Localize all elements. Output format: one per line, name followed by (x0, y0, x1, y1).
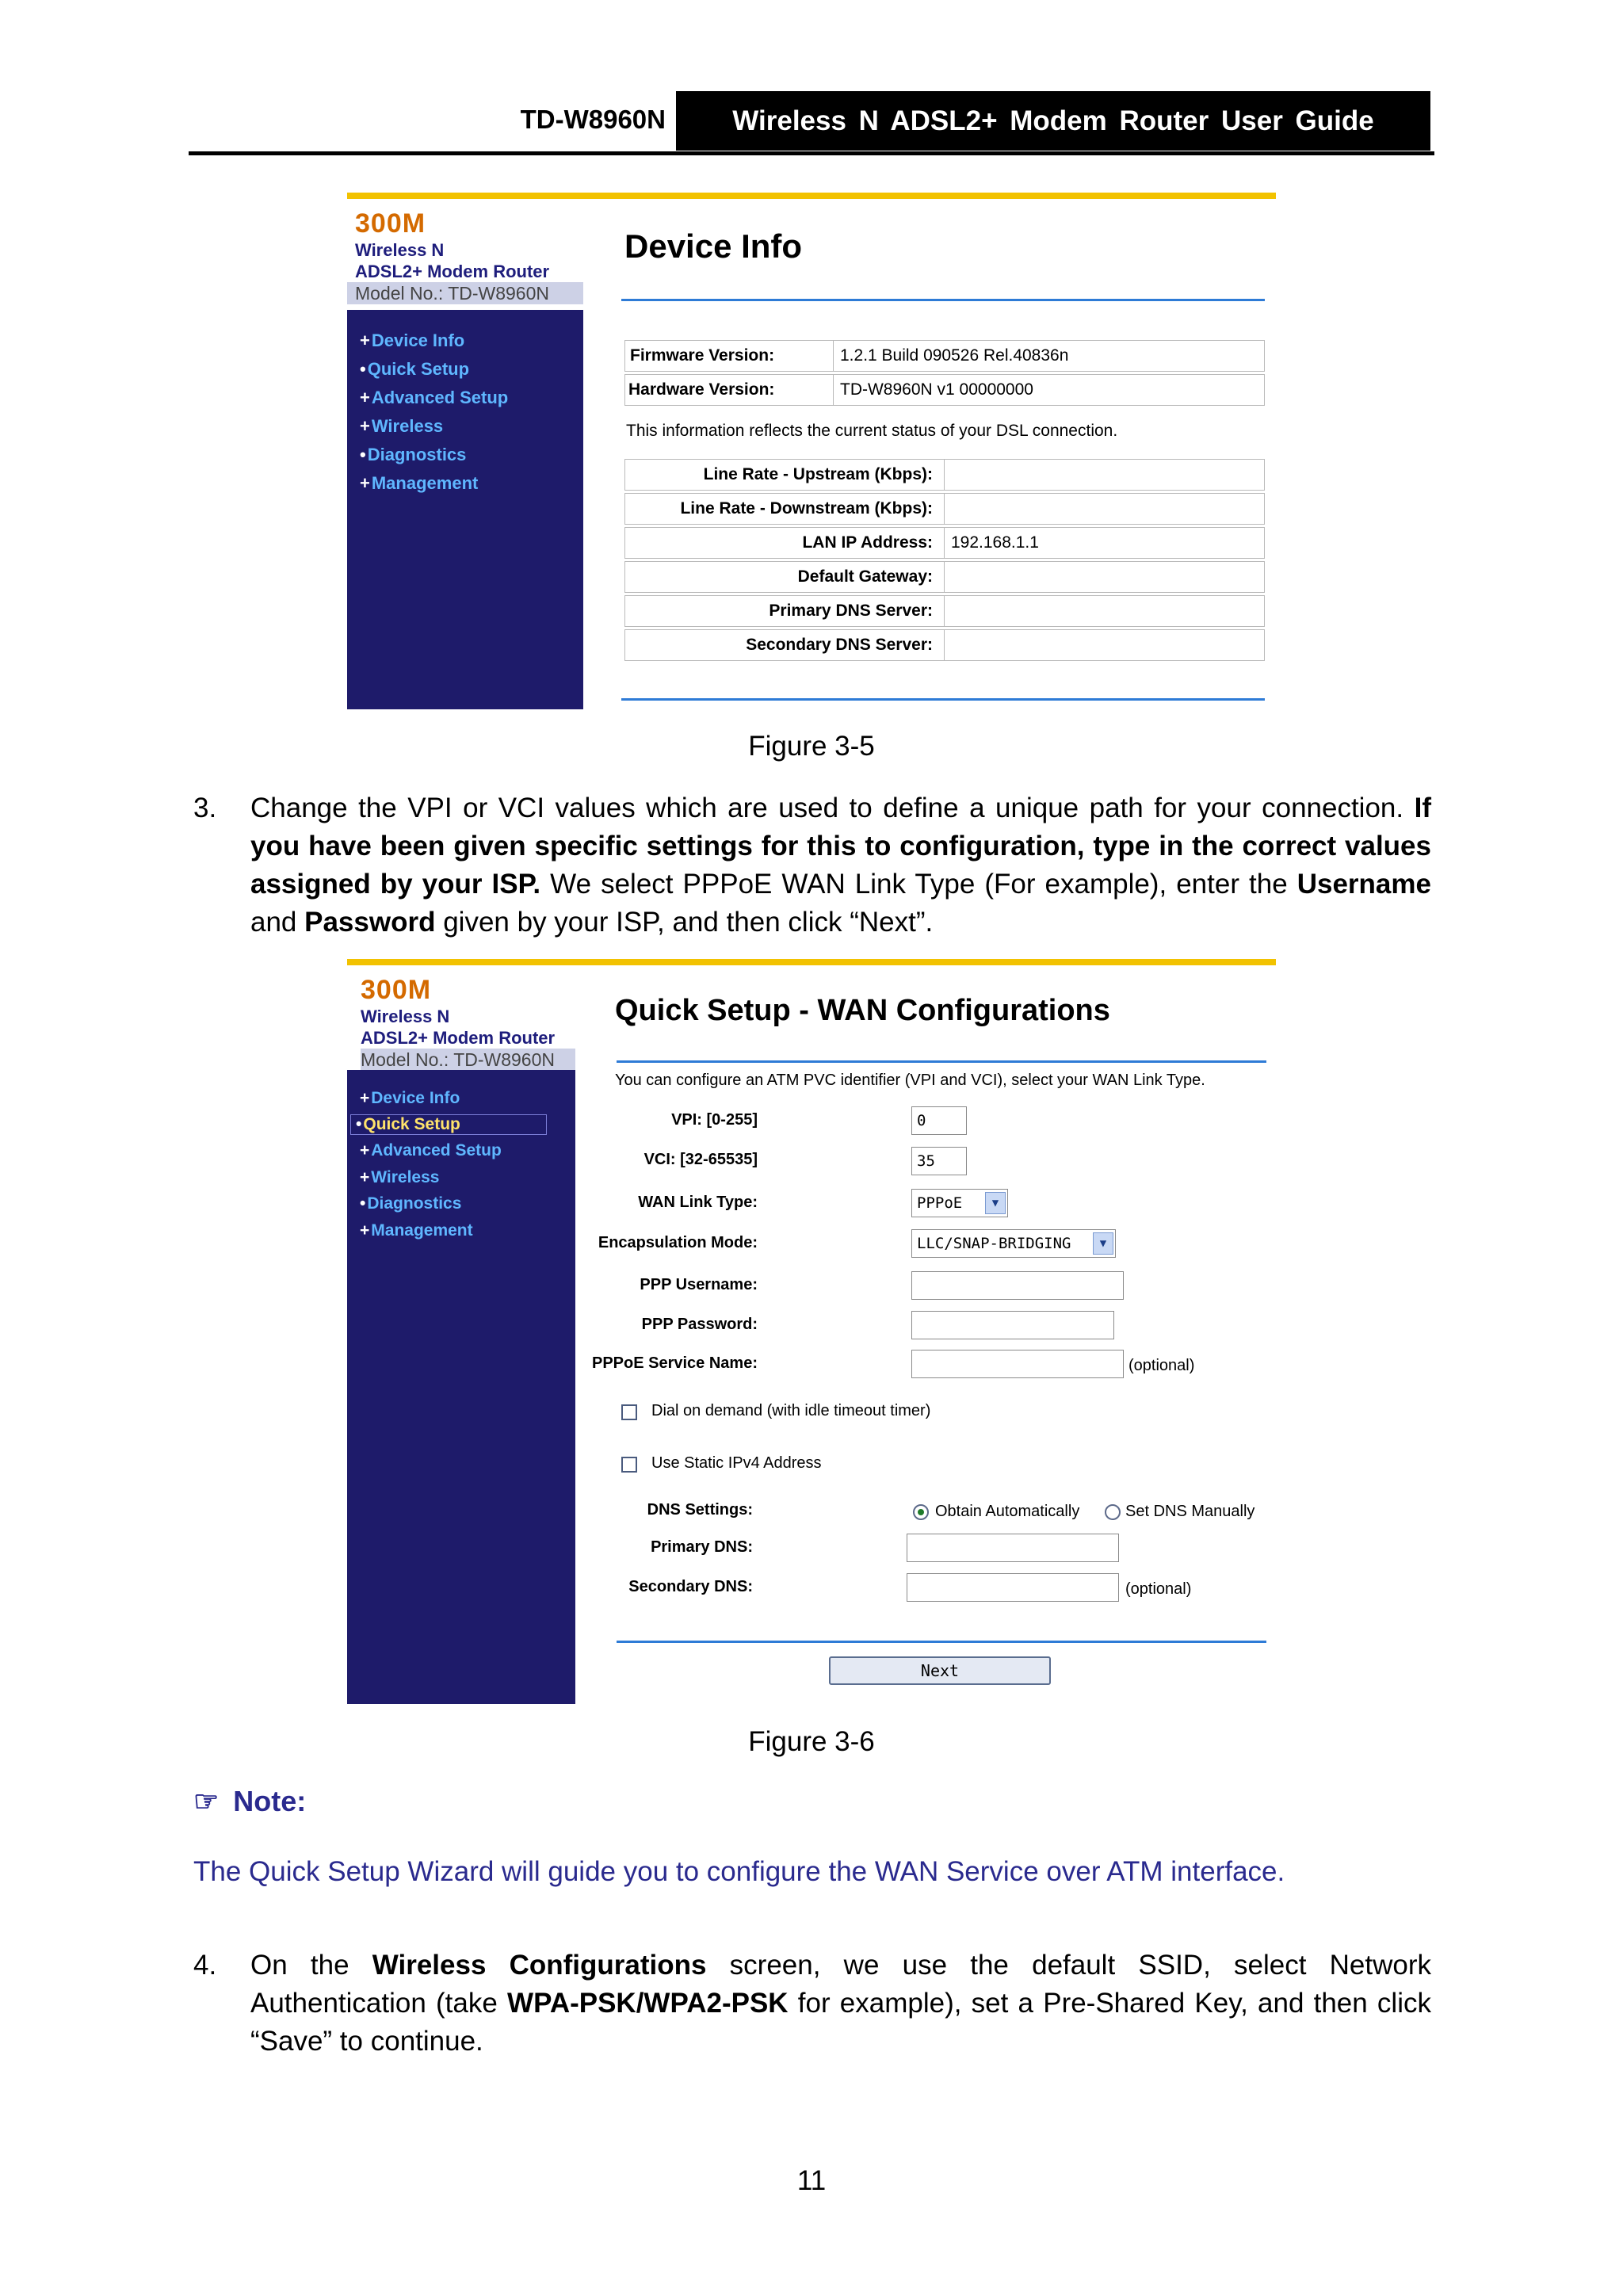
note-heading (193, 1785, 306, 1818)
logo-line2: ADSL2+ Modem Router (361, 1028, 556, 1048)
page-number: 11 (796, 2165, 827, 2196)
secondary-dns-optional: (optional) (1125, 1580, 1192, 1598)
upstream-value (944, 460, 1265, 490)
vpi-label: VPI: [0-255] (671, 1111, 758, 1129)
menu-quick-setup[interactable]: •Quick Setup (360, 359, 470, 379)
pppoe-service-input[interactable] (911, 1350, 1124, 1378)
figure-3-5-screenshot (347, 193, 1276, 709)
wan-link-type-label: WAN Link Type: (638, 1194, 758, 1211)
vpi-input[interactable]: 0 (911, 1106, 967, 1135)
menu-diagnostics[interactable]: •Diagnostics (360, 1194, 462, 1213)
encapsulation-select[interactable] (911, 1229, 1116, 1258)
step-3-text (250, 789, 1431, 942)
pointing-hand-icon: ☞ (193, 1785, 220, 1817)
secondary-dns-input[interactable] (907, 1573, 1119, 1602)
next-button[interactable]: Next (829, 1656, 1051, 1685)
menu-device-info[interactable]: +Device Info (360, 330, 465, 350)
menu-management[interactable]: +Management (360, 1221, 473, 1240)
gold-top-bar (347, 959, 1276, 965)
figure-3-6-screenshot (347, 959, 1276, 1704)
primary-dns-value (944, 596, 1265, 626)
status-row (624, 493, 1265, 525)
menu-label: Quick Setup (367, 359, 470, 379)
wan-link-type-value: PPPoE (917, 1194, 963, 1212)
device-info-title: Device Info (624, 227, 803, 265)
hardware-row (624, 374, 1265, 406)
step-4-number: 4. (193, 1950, 217, 1981)
menu-advanced-setup[interactable]: +Advanced Setup (360, 1141, 502, 1159)
ppp-username-input[interactable] (911, 1271, 1124, 1300)
header-rule (189, 151, 1434, 155)
step-3-bold3: Password (304, 907, 436, 938)
logo-model: Model No.: TD-W8960N (347, 282, 583, 304)
downstream-label: Line Rate - Downstream (Kbps): (680, 499, 933, 518)
title-rule (621, 299, 1265, 301)
menu-label: Quick Setup (363, 1115, 460, 1133)
menu-label: Device Info (371, 1089, 460, 1107)
logo-speed: 300M (361, 975, 432, 1005)
step-4-text2: screen, we use the default SSID, select Network Authentication (take (250, 1950, 1432, 2019)
menu-label: Wireless (371, 1168, 440, 1186)
firmware-value: 1.2.1 Build 090526 Rel.40836n (833, 341, 1265, 371)
status-row (624, 561, 1265, 593)
wan-intro: You can configure an ATM PVC identifier (VPI and VCI), select your WAN Link Type. (615, 1072, 1205, 1089)
note-text: The Quick Setup Wizard will guide you to configure the WAN Service over ATM interface. (193, 1856, 1285, 1887)
upstream-label: Line Rate - Upstream (Kbps): (703, 465, 933, 483)
primary-dns-label: Primary DNS: (651, 1538, 753, 1556)
step-3-bold2: Username (1296, 869, 1431, 900)
pppoe-service-label: PPPoE Service Name: (592, 1354, 758, 1372)
menu-label: Advanced Setup (371, 388, 509, 407)
lan-ip-value: 192.168.1.1 (944, 528, 1265, 558)
step-3-number: 3. (193, 793, 217, 823)
logo-line1: Wireless N (361, 1007, 450, 1026)
secondary-dns-label: Secondary DNS: (628, 1578, 753, 1595)
primary-dns-label: Primary DNS Server: (769, 602, 933, 620)
menu-wireless[interactable]: +Wireless (360, 1168, 440, 1186)
status-row (624, 459, 1265, 491)
dns-manual-label: Set DNS Manually (1125, 1503, 1255, 1520)
ppp-password-input[interactable] (911, 1311, 1114, 1339)
menu-advanced-setup[interactable]: +Advanced Setup (360, 388, 509, 407)
logo-model: Model No.: TD-W8960N (361, 1049, 575, 1071)
wan-config-title: Quick Setup - WAN Configurations (615, 994, 1110, 1027)
menu-management[interactable]: +Management (360, 473, 479, 493)
step-3-text4: given by your ISP, and then click “Next”. (435, 907, 934, 938)
dial-on-demand-label: Dial on demand (with idle timeout timer) (651, 1402, 931, 1419)
dns-manual-radio[interactable] (1105, 1504, 1121, 1520)
side-menu (347, 1070, 575, 1704)
bottom-rule (617, 1641, 1266, 1643)
header-guide-title: Wireless N ADSL2+ Modem Router User Guide (676, 91, 1430, 151)
menu-device-info[interactable]: +Device Info (360, 1089, 460, 1107)
logo-line2: ADSL2+ Modem Router (355, 262, 550, 281)
primary-dns-input[interactable] (907, 1534, 1119, 1562)
secondary-dns-value (944, 630, 1265, 660)
header-model: TD-W8960N (520, 105, 666, 134)
menu-wireless[interactable]: +Wireless (360, 416, 444, 436)
menu-diagnostics[interactable]: •Diagnostics (360, 445, 467, 464)
figure-3-6-caption: Figure 3-6 (748, 1726, 875, 1757)
chevron-down-icon: ▼ (1093, 1232, 1113, 1255)
step-3-text3: and (250, 907, 305, 938)
menu-label: Diagnostics (367, 1194, 462, 1213)
lan-ip-label: LAN IP Address: (802, 533, 933, 552)
static-ipv4-label: Use Static IPv4 Address (651, 1454, 822, 1472)
step-4-bold1: Wireless Configurations (372, 1950, 707, 1981)
hardware-value: TD-W8960N v1 00000000 (833, 375, 1265, 405)
vci-input[interactable]: 35 (911, 1147, 967, 1175)
step-4-bold2: WPA-PSK/WPA2-PSK (507, 1988, 789, 2019)
note-heading-text: Note: (233, 1785, 307, 1817)
figure-3-5-caption: Figure 3-5 (748, 731, 875, 762)
menu-label: Diagnostics (367, 445, 467, 464)
menu-label: Wireless (371, 416, 444, 436)
step-3-bold1: If you have been given specific settings for this to configuration, type in the correct values assigned by your ISP. (250, 793, 1431, 900)
static-ipv4-checkbox[interactable] (621, 1457, 637, 1473)
ppp-username-label: PPP Username: (640, 1276, 758, 1293)
status-row (624, 527, 1265, 559)
hardware-label: Hardware Version: (628, 380, 775, 399)
status-note: This information reflects the current status of your DSL connection. (626, 422, 1118, 440)
encapsulation-value: LLC/SNAP-BRIDGING (917, 1235, 1071, 1252)
logo-speed: 300M (355, 208, 426, 239)
pppoe-service-optional: (optional) (1128, 1357, 1195, 1374)
status-row (624, 595, 1265, 627)
side-menu (347, 310, 583, 709)
step-3-text1: Change the VPI or VCI values which are used to define a unique path for your connection. (250, 793, 1415, 823)
menu-quick-setup[interactable]: •Quick Setup (350, 1114, 547, 1135)
menu-label: Device Info (371, 330, 465, 350)
dns-auto-label: Obtain Automatically (935, 1503, 1080, 1520)
step-4-text3: for example), set a Pre-Shared Key, and then click “Save” to continue. (250, 1988, 1431, 2057)
step-4-text (250, 1946, 1431, 2061)
step-3-text2: We select PPPoE WAN Link Type (For example), enter the (540, 869, 1297, 900)
menu-label: Management (371, 1221, 473, 1240)
step-4-text1: On the (250, 1950, 372, 1981)
ppp-password-label: PPP Password: (641, 1316, 758, 1333)
gateway-label: Default Gateway: (797, 567, 933, 586)
gateway-value (944, 562, 1265, 592)
vci-label: VCI: [32-65535] (643, 1151, 758, 1168)
status-row (624, 629, 1265, 661)
wan-link-type-select[interactable] (911, 1189, 1008, 1217)
dial-on-demand-checkbox[interactable] (621, 1404, 637, 1420)
firmware-row (624, 340, 1265, 372)
firmware-label: Firmware Version: (630, 346, 775, 365)
router-logo (347, 970, 575, 1068)
downstream-value (944, 494, 1265, 524)
dns-settings-label: DNS Settings: (647, 1501, 753, 1519)
gold-top-bar (347, 193, 1276, 199)
dns-auto-radio[interactable] (913, 1504, 929, 1520)
menu-label: Advanced Setup (371, 1141, 502, 1159)
menu-label: Management (371, 473, 479, 493)
logo-line1: Wireless N (355, 240, 445, 260)
secondary-dns-label: Secondary DNS Server: (746, 636, 933, 654)
chevron-down-icon: ▼ (985, 1192, 1006, 1214)
encapsulation-label: Encapsulation Mode: (598, 1234, 758, 1251)
title-rule (617, 1060, 1266, 1063)
router-logo (347, 204, 583, 304)
bottom-rule (621, 698, 1265, 701)
